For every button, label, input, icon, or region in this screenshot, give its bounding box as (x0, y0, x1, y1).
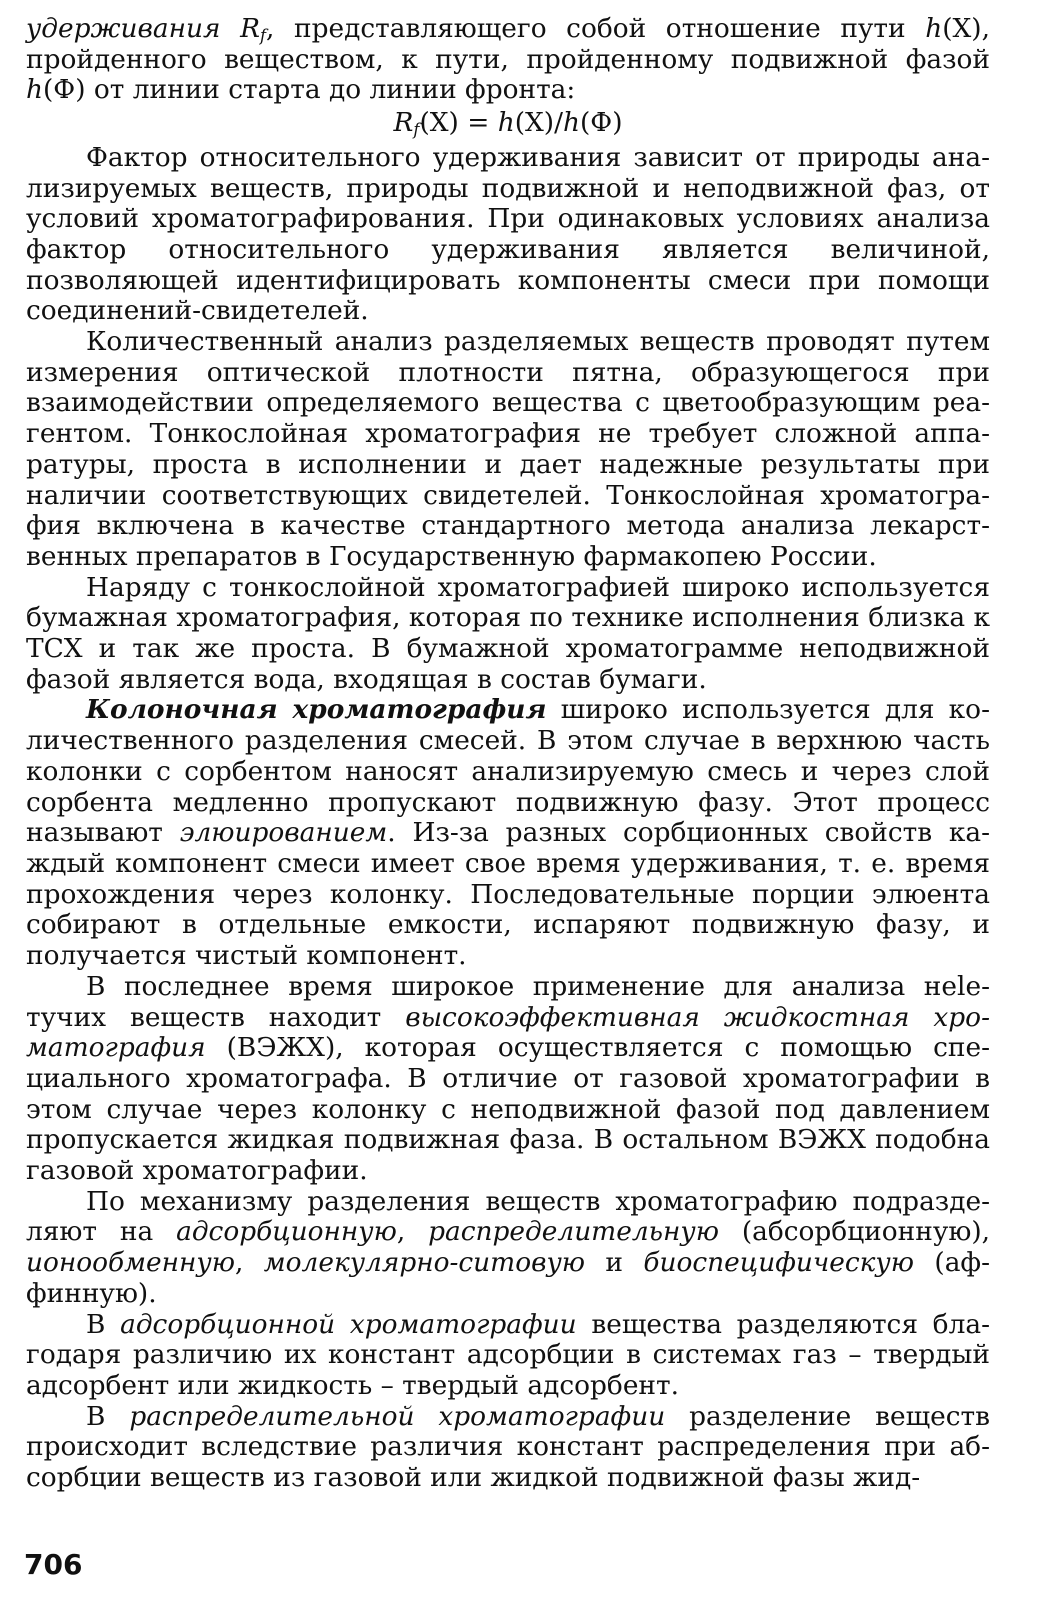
paragraph-6 (26, 1187, 990, 1310)
paragraph-5 (26, 972, 990, 1187)
intro-x-text: (X), пройденного веществом, к пути, пройденному подвижной фазой (26, 13, 990, 75)
paragraph-6-sep-2: , (234, 1247, 264, 1279)
intro-h-symbol: h (925, 13, 943, 44)
paragraph-6-text-c: и (585, 1247, 644, 1279)
intro-symbol-f: f (259, 26, 267, 46)
elution-term: элюированием (179, 817, 388, 849)
paragraph-8-text-a: В (86, 1400, 130, 1432)
paragraph-8 (26, 1402, 990, 1494)
paragraph-2: Количественный анализ разделяемых веществ проводят путем измерения оптической плотности пятна, образующегося при взаимодействии определяемого вещества с цветообразующим реагентом. Тонкослойная хроматография не требует сложной аппаратуры, проста в исполнении и дает надежные результаты при наличии соответствующих свидетелей. Тонкослойная хроматография включена в качестве стандартного метода анализа лекарственных препаратов в Государственную фармакопею России. (26, 326, 990, 572)
paragraph-8-text-b: разделение веществ происходит вследствие различия констант распределения при абсорбции веществ из газовой или жидкой подвижной фазы жид- (26, 1400, 990, 1494)
biospecific-term: биоспецифическую (643, 1247, 914, 1279)
paragraph-4-text-b: . Из-за разных сорбционных свойств каждый компонент смеси имеет свое время удерживания, т. е. время прохождения через колонку. Последовательные порции элюента собирают в отдельные емкости, испаряют подвижную фазу, и получается чистый компонент. (26, 817, 990, 972)
intro-term: удерживания (26, 13, 221, 44)
hplc-term: высокоэффективная жидкостная хроматография (26, 1001, 990, 1064)
paragraph-5-text-a: В последнее время широкое применение для анализа нeleтучих веществ находит (26, 970, 990, 1033)
adsorption-chromatography-term: адсорбционной хроматографии (120, 1308, 577, 1340)
paragraph-1: Фактор относительного удерживания зависит от природы анализируемых веществ, природы подвижной и неподвижной фаз, от условий хроматографирования. При одинаковых условиях анализа фактор относительного удерживания является величиной, позволяющей идентифицировать компоненты смеси при помощи соединений-свидетелей. (26, 141, 990, 327)
paragraph-4-text-a: широко используется для количественного разделения смесей. В этом случае в верхнюю часть колонки с сорбентом наносят анализируемую смесь и через слой сорбента медленно пропускают подвижную фазу. Этот процесс называют (26, 694, 990, 849)
paragraph-5-text-b: (ВЭЖХ), которая осуществляется с помощью специального хроматографа. В отличие от газовой хроматографии в этом случае через колонку с неподвижной фазой под давлением пропускается жидкая подвижная фаза. В остальном ВЭЖХ подобна газовой хроматографии. (26, 1032, 990, 1187)
formula-f: f (413, 120, 420, 140)
paragraph-6-text-b: (абсорбционную), (718, 1216, 991, 1248)
page-body (26, 14, 990, 1494)
formula-mid: (X)/ (514, 107, 563, 139)
formula-h2: h (563, 107, 580, 139)
molecular-sieve-term: молекулярно-ситовую (263, 1247, 585, 1279)
column-chromatography-term: Колоночная хроматография (86, 694, 547, 726)
formula-r: R (393, 107, 414, 139)
formula-h1: h (497, 107, 515, 139)
intro-text-1: , представляющего собой отношение пути (266, 13, 926, 44)
intro-h-symbol-2: h (26, 74, 43, 106)
paragraph-6-sep-1: , (396, 1216, 429, 1248)
intro-symbol-r: R (240, 13, 260, 44)
paragraph-7 (26, 1310, 990, 1402)
paragraph-3: Наряду с тонкослойной хроматографией широко используется бумажная хроматография, которая по технике исполнения близка к ТСХ и так же проста. В бумажной хроматограмме неподвижной фазой является вода, входящая в состав бумаги. (26, 571, 990, 695)
page-number: 706 (24, 1548, 83, 1581)
paragraph-6-text-d: (аффинную). (26, 1247, 991, 1309)
formula-lhs: (X) = (419, 107, 498, 139)
distribution-term: распределительную (428, 1216, 719, 1248)
formula-rhs: (Ф) (580, 107, 623, 139)
paragraph-4 (26, 695, 990, 971)
paragraph-7-text-b: вещества разделяются благодаря различию их констант адсорбции в системах газ – твердый адсорбент или жидкость – твердый адсорбент. (26, 1308, 990, 1401)
rf-formula (26, 108, 990, 139)
paragraph-7-text-a: В (86, 1308, 121, 1340)
distribution-chromatography-term: распределительной хроматографии (129, 1400, 666, 1432)
adsorption-term: адсорбционную (176, 1216, 397, 1248)
paragraph-6-text-a: По механизму разделения веществ хроматографию подразделяют на (26, 1185, 990, 1248)
intro-paragraph (26, 14, 990, 106)
intro-phi-text: (Ф) от линии старта до линии фронта: (43, 74, 576, 106)
ion-exchange-term: ионообменную (26, 1247, 235, 1279)
